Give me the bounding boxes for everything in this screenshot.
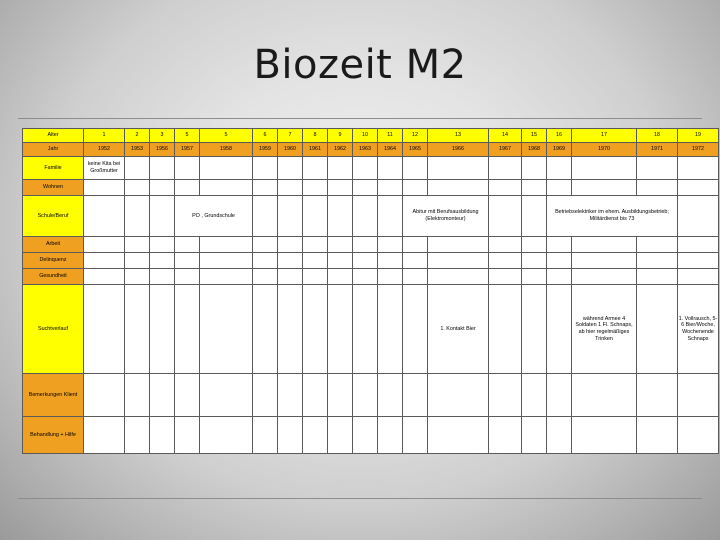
jahr-cell: 1960 bbox=[278, 143, 303, 157]
alter-cell: 17 bbox=[572, 129, 637, 143]
empty-cell bbox=[637, 253, 678, 269]
header-label-alter: Alter bbox=[23, 129, 84, 143]
empty-cell bbox=[378, 253, 403, 269]
empty-cell bbox=[428, 374, 489, 417]
empty-cell bbox=[253, 417, 278, 454]
empty-cell bbox=[175, 253, 200, 269]
data-cell: PO , Grundschule bbox=[175, 196, 253, 237]
header-row-alter bbox=[23, 129, 719, 143]
empty-cell bbox=[522, 374, 547, 417]
jahr-cell: 1956 bbox=[150, 143, 175, 157]
row-header: Schule/Beruf bbox=[23, 196, 84, 237]
empty-cell bbox=[253, 374, 278, 417]
empty-cell bbox=[303, 417, 328, 454]
empty-cell bbox=[303, 285, 328, 374]
empty-cell bbox=[125, 253, 150, 269]
jahr-cell: 1963 bbox=[353, 143, 378, 157]
row-header: Delinquenz bbox=[23, 253, 84, 269]
empty-cell bbox=[378, 196, 403, 237]
empty-cell bbox=[637, 237, 678, 253]
alter-cell: 6 bbox=[253, 129, 278, 143]
empty-cell bbox=[200, 285, 253, 374]
alter-cell: 8 bbox=[303, 129, 328, 143]
empty-cell bbox=[175, 417, 200, 454]
jahr-cell: 1958 bbox=[200, 143, 253, 157]
empty-cell bbox=[428, 269, 489, 285]
jahr-cell: 1970 bbox=[572, 143, 637, 157]
alter-cell: 3 bbox=[150, 129, 175, 143]
empty-cell bbox=[278, 269, 303, 285]
empty-cell bbox=[637, 157, 678, 180]
empty-cell bbox=[428, 157, 489, 180]
empty-cell bbox=[328, 180, 353, 196]
empty-cell bbox=[253, 253, 278, 269]
empty-cell bbox=[428, 180, 489, 196]
jahr-cell: 1967 bbox=[489, 143, 522, 157]
empty-cell bbox=[328, 157, 353, 180]
empty-cell bbox=[150, 253, 175, 269]
empty-cell bbox=[84, 237, 125, 253]
empty-cell bbox=[403, 417, 428, 454]
empty-cell bbox=[200, 180, 253, 196]
empty-cell bbox=[253, 180, 278, 196]
empty-cell bbox=[125, 374, 150, 417]
empty-cell bbox=[125, 285, 150, 374]
empty-cell bbox=[328, 253, 353, 269]
jahr-cell: 1971 bbox=[637, 143, 678, 157]
empty-cell bbox=[489, 237, 522, 253]
empty-cell bbox=[547, 374, 572, 417]
data-cell: während Armee 4 Soldaten 1 Fl. Schnaps, ab hier regelmäßiges Trinken bbox=[572, 285, 637, 374]
table-row bbox=[23, 157, 719, 180]
header-row-jahr bbox=[23, 143, 719, 157]
empty-cell bbox=[428, 417, 489, 454]
empty-cell bbox=[303, 180, 328, 196]
empty-cell bbox=[353, 237, 378, 253]
empty-cell bbox=[200, 269, 253, 285]
empty-cell bbox=[678, 157, 719, 180]
alter-cell: 1 bbox=[84, 129, 125, 143]
data-cell: 1. Kontakt Bier bbox=[428, 285, 489, 374]
empty-cell bbox=[150, 374, 175, 417]
row-header: Behandlung + Hilfe bbox=[23, 417, 84, 454]
empty-cell bbox=[175, 180, 200, 196]
alter-cell: 16 bbox=[547, 129, 572, 143]
row-header: Familie bbox=[23, 157, 84, 180]
empty-cell bbox=[278, 180, 303, 196]
empty-cell bbox=[353, 196, 378, 237]
empty-cell bbox=[522, 180, 547, 196]
alter-cell: 18 bbox=[637, 129, 678, 143]
data-cell: Betriebselektriker im ehem. Ausbildungsbetrieb; Militärdienst bis 73 bbox=[547, 196, 678, 237]
jahr-cell: 1965 bbox=[403, 143, 428, 157]
empty-cell bbox=[678, 269, 719, 285]
empty-cell bbox=[303, 237, 328, 253]
empty-cell bbox=[125, 196, 150, 237]
empty-cell bbox=[328, 285, 353, 374]
empty-cell bbox=[403, 237, 428, 253]
empty-cell bbox=[253, 237, 278, 253]
biozeit-table bbox=[22, 128, 719, 454]
empty-cell bbox=[378, 237, 403, 253]
empty-cell bbox=[84, 269, 125, 285]
empty-cell bbox=[150, 269, 175, 285]
jahr-cell: 1957 bbox=[175, 143, 200, 157]
empty-cell bbox=[378, 417, 403, 454]
table-row bbox=[23, 180, 719, 196]
empty-cell bbox=[125, 417, 150, 454]
jahr-cell: 1959 bbox=[253, 143, 278, 157]
empty-cell bbox=[150, 196, 175, 237]
jahr-cell: 1952 bbox=[84, 143, 125, 157]
empty-cell bbox=[125, 180, 150, 196]
empty-cell bbox=[84, 374, 125, 417]
empty-cell bbox=[353, 285, 378, 374]
row-header: Suchtverlauf bbox=[23, 285, 84, 374]
empty-cell bbox=[200, 157, 253, 180]
empty-cell bbox=[678, 417, 719, 454]
empty-cell bbox=[303, 157, 328, 180]
empty-cell bbox=[637, 269, 678, 285]
alter-cell: 14 bbox=[489, 129, 522, 143]
empty-cell bbox=[200, 417, 253, 454]
empty-cell bbox=[278, 374, 303, 417]
empty-cell bbox=[278, 196, 303, 237]
empty-cell bbox=[489, 180, 522, 196]
empty-cell bbox=[489, 196, 522, 237]
empty-cell bbox=[489, 269, 522, 285]
empty-cell bbox=[175, 237, 200, 253]
empty-cell bbox=[489, 374, 522, 417]
empty-cell bbox=[547, 253, 572, 269]
empty-cell bbox=[125, 237, 150, 253]
alter-cell: 5 bbox=[200, 129, 253, 143]
empty-cell bbox=[547, 237, 572, 253]
empty-cell bbox=[572, 237, 637, 253]
empty-cell bbox=[303, 196, 328, 237]
data-cell: 1. Vollrausch, 5-6 Bier/Woche, Wochenende Schnaps bbox=[678, 285, 719, 374]
empty-cell bbox=[328, 417, 353, 454]
empty-cell bbox=[403, 253, 428, 269]
empty-cell bbox=[84, 180, 125, 196]
empty-cell bbox=[328, 374, 353, 417]
jahr-cell: 1961 bbox=[303, 143, 328, 157]
row-header: Bemerkungen Klient bbox=[23, 374, 84, 417]
empty-cell bbox=[84, 253, 125, 269]
empty-cell bbox=[572, 180, 637, 196]
empty-cell bbox=[678, 196, 719, 237]
empty-cell bbox=[353, 253, 378, 269]
alter-cell: 2 bbox=[125, 129, 150, 143]
empty-cell bbox=[572, 417, 637, 454]
empty-cell bbox=[150, 285, 175, 374]
jahr-cell: 1972 bbox=[678, 143, 719, 157]
empty-cell bbox=[328, 196, 353, 237]
empty-cell bbox=[637, 285, 678, 374]
table-row bbox=[23, 417, 719, 454]
empty-cell bbox=[278, 237, 303, 253]
row-header: Wohnen bbox=[23, 180, 84, 196]
jahr-cell: 1964 bbox=[378, 143, 403, 157]
empty-cell bbox=[378, 157, 403, 180]
empty-cell bbox=[403, 157, 428, 180]
alter-cell: 12 bbox=[403, 129, 428, 143]
empty-cell bbox=[428, 237, 489, 253]
empty-cell bbox=[489, 285, 522, 374]
empty-cell bbox=[547, 269, 572, 285]
empty-cell bbox=[522, 237, 547, 253]
empty-cell bbox=[150, 180, 175, 196]
title-divider bbox=[18, 118, 702, 119]
bottom-divider bbox=[18, 498, 702, 499]
empty-cell bbox=[547, 417, 572, 454]
empty-cell bbox=[378, 285, 403, 374]
table-row bbox=[23, 196, 719, 237]
empty-cell bbox=[403, 269, 428, 285]
alter-cell: 11 bbox=[378, 129, 403, 143]
empty-cell bbox=[200, 253, 253, 269]
empty-cell bbox=[403, 374, 428, 417]
empty-cell bbox=[84, 417, 125, 454]
empty-cell bbox=[547, 285, 572, 374]
alter-cell: 19 bbox=[678, 129, 719, 143]
empty-cell bbox=[150, 237, 175, 253]
empty-cell bbox=[303, 269, 328, 285]
row-header: Arbeit bbox=[23, 237, 84, 253]
table-row bbox=[23, 237, 719, 253]
empty-cell bbox=[378, 374, 403, 417]
empty-cell bbox=[522, 253, 547, 269]
jahr-cell: 1962 bbox=[328, 143, 353, 157]
empty-cell bbox=[125, 157, 150, 180]
empty-cell bbox=[572, 374, 637, 417]
empty-cell bbox=[637, 374, 678, 417]
empty-cell bbox=[328, 269, 353, 285]
table-row bbox=[23, 269, 719, 285]
alter-cell: 15 bbox=[522, 129, 547, 143]
empty-cell bbox=[678, 374, 719, 417]
table-row bbox=[23, 374, 719, 417]
alter-cell: 7 bbox=[278, 129, 303, 143]
empty-cell bbox=[328, 237, 353, 253]
empty-cell bbox=[175, 285, 200, 374]
empty-cell bbox=[378, 180, 403, 196]
empty-cell bbox=[253, 285, 278, 374]
table-row bbox=[23, 253, 719, 269]
empty-cell bbox=[253, 269, 278, 285]
empty-cell bbox=[489, 253, 522, 269]
empty-cell bbox=[278, 285, 303, 374]
empty-cell bbox=[353, 269, 378, 285]
empty-cell bbox=[572, 157, 637, 180]
empty-cell bbox=[403, 285, 428, 374]
empty-cell bbox=[572, 269, 637, 285]
jahr-cell: 1953 bbox=[125, 143, 150, 157]
alter-cell: 9 bbox=[328, 129, 353, 143]
empty-cell bbox=[572, 253, 637, 269]
alter-cell: 10 bbox=[353, 129, 378, 143]
empty-cell bbox=[403, 180, 428, 196]
table-row bbox=[23, 285, 719, 374]
empty-cell bbox=[200, 374, 253, 417]
empty-cell bbox=[150, 157, 175, 180]
empty-cell bbox=[353, 180, 378, 196]
empty-cell bbox=[253, 157, 278, 180]
empty-cell bbox=[547, 157, 572, 180]
empty-cell bbox=[522, 269, 547, 285]
empty-cell bbox=[84, 285, 125, 374]
empty-cell bbox=[378, 269, 403, 285]
empty-cell bbox=[522, 285, 547, 374]
header-label-jahr: Jahr bbox=[23, 143, 84, 157]
empty-cell bbox=[522, 196, 547, 237]
empty-cell bbox=[489, 157, 522, 180]
empty-cell bbox=[175, 157, 200, 180]
empty-cell bbox=[637, 180, 678, 196]
empty-cell bbox=[353, 374, 378, 417]
jahr-cell: 1968 bbox=[522, 143, 547, 157]
empty-cell bbox=[253, 196, 278, 237]
row-header: Gesundheit bbox=[23, 269, 84, 285]
jahr-cell: 1969 bbox=[547, 143, 572, 157]
empty-cell bbox=[522, 417, 547, 454]
biozeit-table-container bbox=[22, 128, 718, 454]
empty-cell bbox=[637, 417, 678, 454]
empty-cell bbox=[278, 417, 303, 454]
empty-cell bbox=[278, 253, 303, 269]
empty-cell bbox=[84, 196, 125, 237]
data-cell: keine Kita bei Großmutter bbox=[84, 157, 125, 180]
empty-cell bbox=[678, 253, 719, 269]
empty-cell bbox=[278, 157, 303, 180]
data-cell: Abitur mit Berufsausbildung (Elektromonteur) bbox=[403, 196, 489, 237]
empty-cell bbox=[547, 180, 572, 196]
empty-cell bbox=[200, 237, 253, 253]
jahr-cell: 1966 bbox=[428, 143, 489, 157]
empty-cell bbox=[678, 180, 719, 196]
empty-cell bbox=[175, 374, 200, 417]
empty-cell bbox=[428, 253, 489, 269]
empty-cell bbox=[353, 157, 378, 180]
empty-cell bbox=[678, 237, 719, 253]
alter-cell: 13 bbox=[428, 129, 489, 143]
empty-cell bbox=[175, 269, 200, 285]
empty-cell bbox=[353, 417, 378, 454]
empty-cell bbox=[489, 417, 522, 454]
empty-cell bbox=[150, 417, 175, 454]
empty-cell bbox=[125, 269, 150, 285]
empty-cell bbox=[303, 253, 328, 269]
alter-cell: 5 bbox=[175, 129, 200, 143]
empty-cell bbox=[303, 374, 328, 417]
page-title: Biozeit M2 bbox=[253, 42, 467, 88]
empty-cell bbox=[522, 157, 547, 180]
